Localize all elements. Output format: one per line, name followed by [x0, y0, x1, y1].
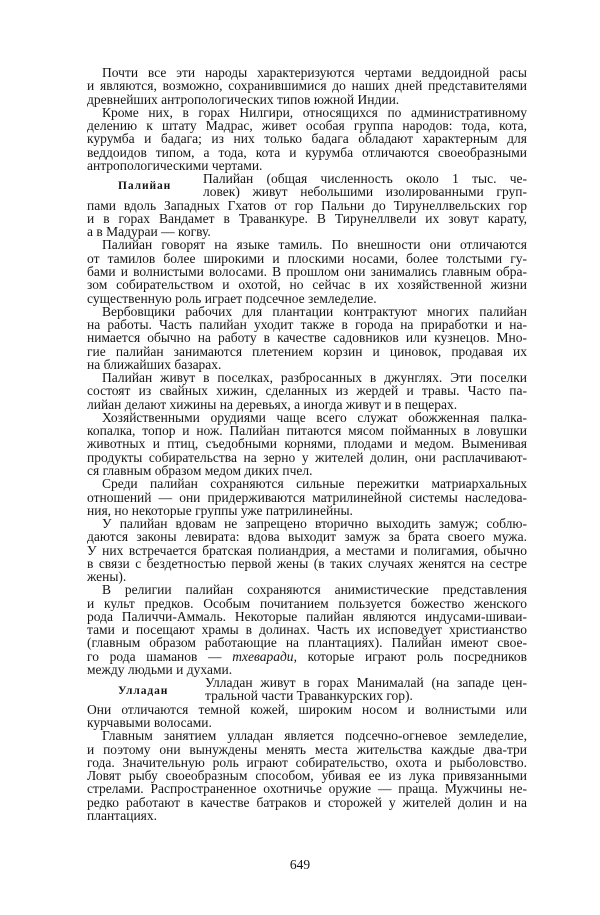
paragraph-paliyan-settlements	[87, 371, 527, 411]
text-line: ловек) живут небольшими изолированными груп-	[203, 184, 527, 200]
text-line: и в горах Вандамет в Траванкуре. В Тирунеллвели их зовут карату,	[87, 210, 527, 226]
text-line: Хозяйственными орудиями чаще всего служат обожженная палка-	[102, 409, 527, 425]
paragraph-paliyan-labour	[87, 305, 527, 371]
text-line: антропологическими чертами.	[87, 157, 263, 173]
text-line: Улладан живут в горах Манималай (на западе цен-	[205, 675, 527, 691]
text-line: пами вдоль Западных Гхатов от гор Пальни до Тирунеллвельских гор	[87, 197, 527, 213]
text-line: Палийан говорят на языке тамиль. По внешности они отличаются	[102, 237, 527, 253]
page-number: 649	[289, 857, 311, 872]
paragraph-nilgiri	[87, 106, 527, 172]
paragraph-paliyan-tools	[87, 411, 527, 477]
text-line: делению к штату Мадрас, живет особая группа народов: тода, кота,	[87, 118, 527, 134]
text-line: и культ предков. Особым почитанием пользуется божество женского	[87, 595, 527, 611]
text-line: древнейших антропологических типов южной Индии.	[87, 91, 400, 107]
text-line: бами и волнистыми волосами. В прошлом они занимались главным обра-	[87, 263, 527, 279]
text-line: ся главным образом медом диких пчел.	[87, 462, 313, 478]
text-line: Вербовщики рабочих для плантации контрактуют многих палийан	[102, 303, 527, 319]
paragraph-paliyan-matriarchy	[87, 477, 527, 517]
text-line: (главным образом работающие на плантациях). Палийан имеют свое-	[87, 635, 527, 651]
text-line: даются законы левирата: вдова выходит замуж за брата своего мужа.	[87, 529, 527, 545]
text-line: зом собирательством и охотой, но сейчас в их хозяйственной жизни	[87, 277, 527, 293]
text-line: веддоидов типом, а тода, кота и курумба отличаются своеобразными	[87, 144, 527, 160]
text-line: Палийан живут в поселках, разбросанных в джунглях. Эти поселки	[102, 370, 527, 386]
text-line: плантациях.	[87, 807, 158, 823]
side-heading-paliyan: Палийан	[118, 180, 172, 192]
italic-term: тхеваради	[232, 648, 294, 664]
text-line: У палийан вдовам не запрещено вторично выходить замуж; соблю-	[102, 516, 527, 532]
text-line: Кроме них, в горах Нилгири, относящихся по административному	[102, 104, 527, 120]
text-line: Ловят рыбу своеобразным способом, убивая ее из лука привязанными	[87, 768, 527, 784]
text-line: Палийан (общая численность около 1 тыс. че-	[203, 171, 527, 187]
text-line: тральной части Траванкурских гор).	[205, 688, 413, 704]
text-span: го рода шаманов —	[87, 648, 233, 664]
text-line	[87, 650, 527, 663]
text-line: и поэтому они вынуждены менять места жительства каждые два-три	[87, 741, 527, 757]
paragraph-ulladan-economy	[87, 729, 527, 822]
text-line: редко работают в качестве батраков и сторожей у жителей долин и на	[87, 794, 527, 810]
text-span: , которые играют роль посредников	[293, 648, 527, 664]
text-line: рода Паличчи-Аммаль. Некоторые палийан являются индусами-шиваи-	[87, 608, 527, 624]
text-line: курумба и бадага; из них только бадага обладают характерным для	[87, 131, 527, 147]
text-line: от тамилов более широкими и плоскими носами, более толстыми гу-	[87, 250, 527, 266]
text-line: в связи с бездетностью первой жены (в таких случаях женятся на сестре	[87, 555, 527, 571]
text-line: продукты собирательства на зерно у жителей долин, они расплачивают-	[87, 449, 527, 465]
text-line: У них встречается братская полиандрия, а местами и полигамия, обычно	[87, 542, 527, 558]
text-line: Они отличаются темной кожей, широким носом и волнистыми или	[87, 701, 527, 717]
text-line: жены).	[87, 569, 127, 585]
text-line: животных и птиц, съедобными корнями, плодами и медом. Выменивая	[87, 436, 527, 452]
paragraph-paliyan-language	[87, 238, 527, 304]
text-line: гие палийан занимаются плетением корзин и циновок, продавая их	[87, 343, 527, 359]
text-line: ния, но некоторые группы уже патрилинейны.	[87, 502, 353, 518]
text-line: и являются, возможно, сохранившимися до наших дней представителями	[87, 78, 527, 94]
text-line: а в Мадураи — когву.	[87, 224, 211, 240]
paragraph-paliyan-marriage	[87, 517, 527, 583]
text-line: Почти все эти народы характеризуются чертами веддоидной расы	[102, 65, 527, 80]
paragraph-paliyan-religion	[87, 583, 527, 676]
text-line: нимается обычно на работу в качестве садовников или кузнецов. Мно-	[87, 330, 527, 346]
text-line: копалка, топор и нож. Палийан питаются мясом пойманных в ловушки	[87, 423, 527, 439]
text-line: Главным занятием улладан является подсечно-огневое земледелие,	[102, 728, 527, 744]
text-line: года. Значительную роль играют собирательство, охота и рыболовство.	[87, 754, 527, 770]
text-line: стрелами. Распространенное охотничье оружие — праща. Мужчины не-	[87, 781, 527, 797]
side-heading-ulladan: Улладан	[118, 685, 169, 697]
text-line: состоят из свайных хижин, сделанных из жердей и травы. Часто па-	[87, 383, 527, 399]
text-line: курчавыми волосами.	[87, 715, 212, 731]
text-line: отношений — они придерживаются матрилинейной системы наследова-	[87, 489, 527, 505]
text-line: на работы. Часть палийан уходит также в города на приработки и на-	[87, 317, 527, 333]
text-line: между людьми и духами.	[87, 661, 233, 677]
text-line: тами и посещают храмы в долинах. Часть их исповедует христианство	[87, 622, 527, 638]
text-line: В религии палийан сохраняются анимистические представления	[102, 582, 527, 598]
text-line: существенную роль играет подсечное земледелие.	[87, 290, 377, 306]
text-line: Среди палийан сохраняются сильные пережитки матриархальных	[102, 476, 527, 492]
paragraph-weddoid-peoples	[87, 66, 527, 106]
text-line: на ближайших базарах.	[87, 356, 222, 372]
text-line: лийан делают хижины на деревьях, а иногда живут и в пещерах.	[87, 396, 458, 412]
